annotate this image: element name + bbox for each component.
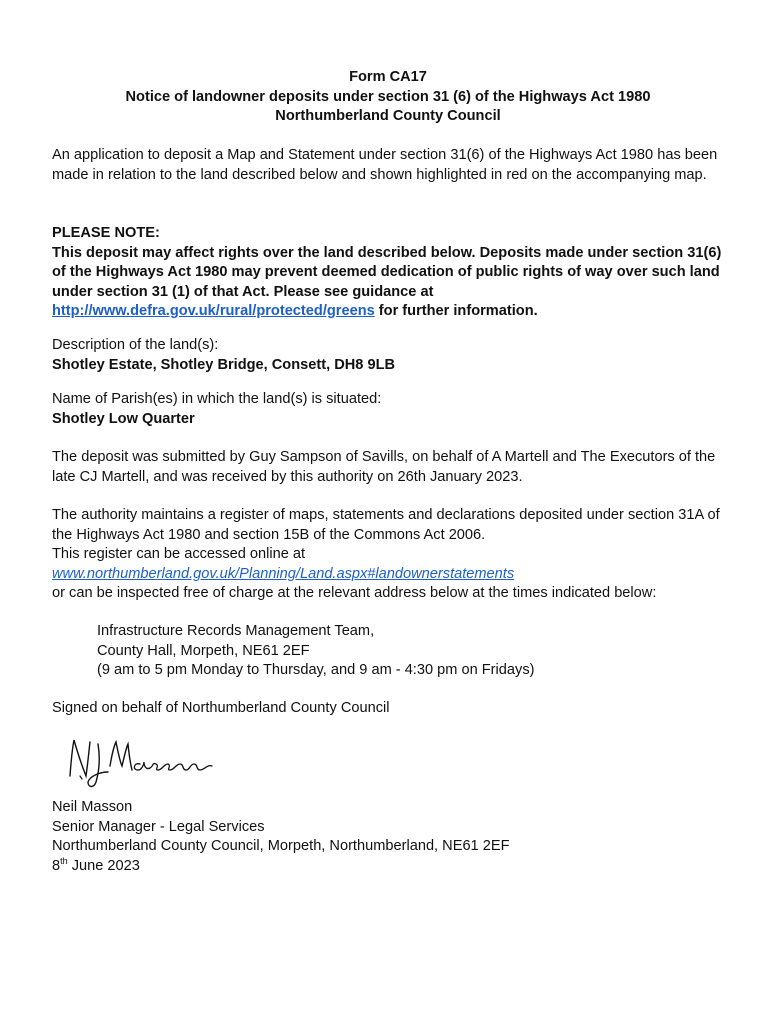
signatory-title: Senior Manager - Legal Services: [52, 818, 265, 835]
signed-on-behalf-text: Signed on behalf of Northumberland County Council: [52, 700, 390, 716]
submission-paragraph: [52, 448, 724, 487]
signed-date: [52, 857, 724, 877]
form-id: Form CA17: [349, 69, 427, 85]
address-building: County Hall, Morpeth, NE61 2EF: [97, 642, 310, 659]
defra-guidance-link[interactable]: http://www.defra.gov.uk/rural/protected/greens: [52, 303, 375, 319]
note-text: This deposit may affect rights over the land described below. Deposits made under section 31(6) of the Highways Act 1980 may prevent deemed dedication of public rights of way over such land under section 31 (1) of that Act. Please see guidance at: [52, 244, 722, 300]
date-month-year: June 2023: [67, 857, 140, 874]
land-description: [52, 336, 724, 375]
signatory-block: [52, 798, 724, 876]
register-line2: This register can be accessed online at: [52, 546, 306, 562]
land-value: Shotley Estate, Shotley Bridge, Consett, DH8 9LB: [52, 356, 396, 373]
note-body: [52, 244, 724, 322]
notice-title: Notice of landowner deposits under section 31 (6) of the Highways Act 1980: [125, 88, 651, 105]
handwritten-signature: [62, 732, 222, 792]
council-name: Northumberland County Council: [275, 108, 501, 124]
signatory-name: Neil Masson: [52, 799, 133, 815]
note-after-link: for further information.: [374, 303, 538, 319]
form-header: [52, 68, 724, 127]
register-line3: or can be inspected free of charge at the relevant address below at the times indicated below:: [52, 585, 657, 601]
parish-label: Name of Parish(es) in which the land(s) is situated:: [52, 391, 382, 407]
submission-text: The deposit was submitted by Guy Sampson of Savills, on behalf of A Martell and The Executors of the late CJ Martell, and was received by this authority on 26th January 2023.: [52, 449, 716, 485]
address-team: Infrastructure Records Management Team,: [97, 623, 375, 639]
note-heading: PLEASE NOTE:: [52, 225, 160, 241]
intro-paragraph: [52, 146, 724, 185]
register-line1: The authority maintains a register of maps, statements and declarations deposited under section 31A of the Highways Act 1980 and section 15B of the Commons Act 2006.: [52, 507, 720, 543]
northumberland-register-link[interactable]: www.northumberland.gov.uk/Planning/Land.aspx#landownerstatements: [52, 565, 515, 582]
date-day: 8: [52, 857, 61, 874]
office-address: [97, 622, 717, 681]
signed-on-behalf: [52, 699, 724, 719]
please-note-section: [52, 224, 724, 322]
intro-text: An application to deposit a Map and Statement under section 31(6) of the Highways Act 1980 has been made in relation to the land described below and shown highlighted in red on the accompanying map.: [52, 147, 718, 183]
land-label: Description of the land(s):: [52, 337, 219, 353]
address-hours: (9 am to 5 pm Monday to Thursday, and 9 am - 4:30 pm on Fridays): [97, 662, 535, 678]
parish-value: Shotley Low Quarter: [52, 410, 195, 427]
register-paragraph: [52, 506, 724, 604]
signatory-address: Northumberland County Council, Morpeth, Northumberland, NE61 2EF: [52, 838, 510, 854]
parish-section: [52, 390, 724, 429]
date-suffix: th: [60, 855, 68, 866]
